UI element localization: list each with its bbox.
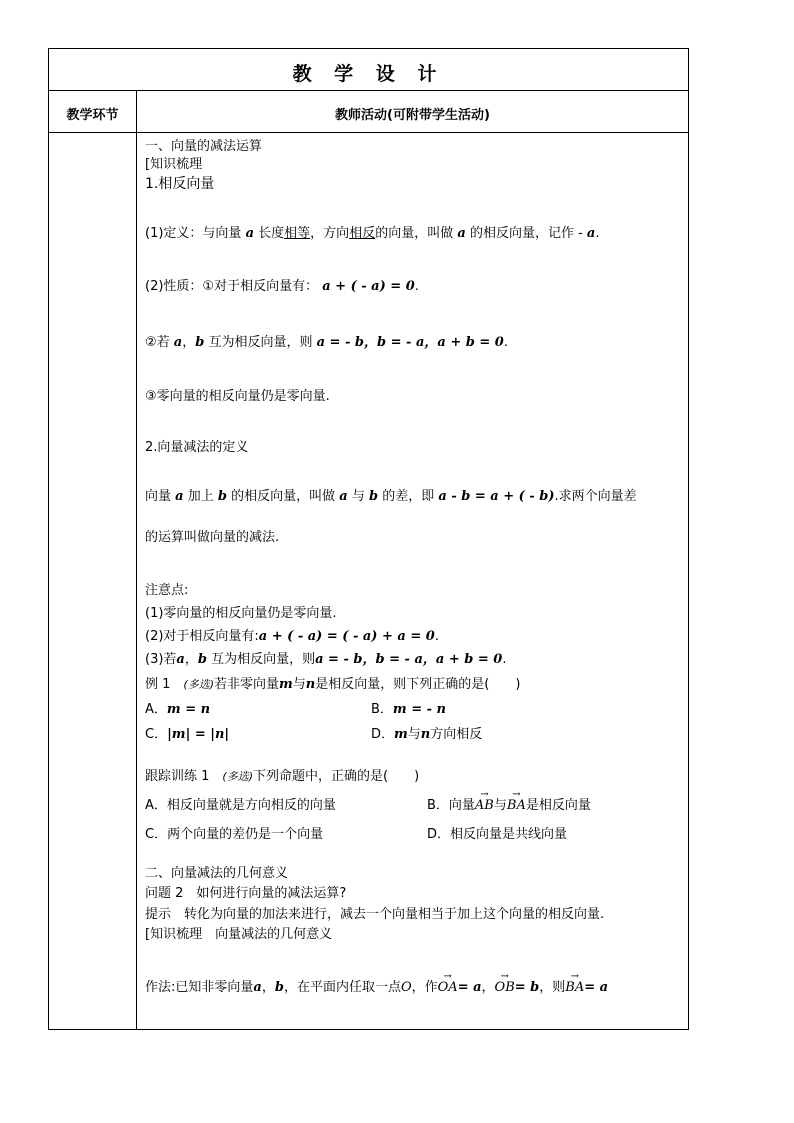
text: . [503, 335, 508, 350]
text: ，作 [411, 980, 438, 995]
example1-option-c [145, 723, 229, 742]
title-row [49, 49, 688, 91]
vec-b: b [195, 335, 205, 350]
text: (2)性质：①对于相反向量有： [145, 279, 319, 294]
vec-b: b [369, 489, 379, 504]
text: 加上 [187, 489, 214, 504]
example1-option-a [145, 698, 210, 717]
text: ， [481, 980, 495, 995]
text: 下列命题中，正确的是( ) [253, 769, 420, 784]
vector-oa: → OA [438, 980, 458, 995]
underlined-equal: 相等 [284, 226, 311, 241]
text: 是相反向量，则下列正确的是( ) [315, 677, 521, 692]
text: (3)若 [145, 652, 177, 667]
definition-line [145, 222, 599, 241]
section2-title: 二、向量减法的几何意义 [145, 866, 289, 881]
formula: a + ( - a) = ( - a) + a = 0 [258, 629, 435, 644]
text: D． [371, 727, 395, 742]
item1-title: 1.相反向量 [145, 176, 215, 192]
vec-a: a [253, 980, 262, 995]
text: 如何进行向量的减法运算? [196, 886, 347, 901]
vec-a: a [175, 489, 184, 504]
text: ，方向 [310, 226, 350, 241]
training1-option-a: A．相反向量就是方向相反的向量 [145, 798, 336, 813]
text: 若非零向量 [214, 677, 280, 692]
text: ②若 [145, 335, 170, 350]
note1: (1)零向量的相反向量仍是零向量. [145, 606, 337, 621]
subtraction-def-line2: 的运算叫做向量的减法. [145, 530, 280, 545]
formula: a = - b，b = - a，a + b = 0 [315, 652, 503, 667]
vec-m: m [279, 677, 293, 692]
vec-n: n [420, 727, 431, 742]
note2 [145, 625, 439, 644]
vec-a: a [339, 489, 348, 504]
property3-line: ③零向量的相反向量仍是零向量. [145, 389, 330, 404]
training1-option-c: C．两个向量的差仍是一个向量 [145, 827, 324, 842]
training1-option-b [427, 794, 591, 813]
text: ， [261, 980, 275, 995]
text: ，则 [539, 980, 566, 995]
vec-m: m [394, 727, 408, 742]
question2 [145, 882, 346, 901]
vec-b: b [197, 652, 207, 667]
construction-line [145, 976, 608, 995]
formula: m = - n [392, 702, 446, 717]
text: 互为相反向量，则 [206, 652, 316, 667]
vec-a: a [586, 226, 596, 241]
example1-option-d [371, 723, 482, 742]
col-header-stage: 教学环节 [66, 108, 119, 123]
text: 跟踪训练 1 [145, 769, 223, 784]
col-header-activity: 教师活动(可附带学生活动) [335, 108, 490, 123]
multi-select-tag: (多选) [183, 678, 214, 691]
text: 的向量，叫做 [375, 226, 454, 241]
knowledge-tag-2: [知识梳理 向量减法的几何意义 [145, 927, 333, 942]
text: 与 [292, 677, 306, 692]
underlined-opposite: 相反 [349, 226, 376, 241]
formula: = b [514, 980, 540, 995]
property2-line [145, 331, 508, 350]
vec-a: a [457, 226, 466, 241]
column-divider [136, 91, 137, 1029]
training1-stem [145, 765, 419, 784]
vec-b: b [274, 980, 284, 995]
training1-option-d: D．相反向量是共线向量 [427, 827, 568, 842]
vec-a: a [173, 335, 183, 350]
formula: = a [457, 980, 482, 995]
formula: a = - b，b = - a，a + b = 0 [316, 335, 504, 350]
text: ， [182, 335, 196, 350]
text: 向量 [145, 489, 172, 504]
vector-ab: → AB [475, 798, 494, 813]
item2-title: 2.向量减法的定义 [145, 440, 249, 455]
text: . [502, 652, 507, 667]
text: ，在平面内任取一点 [283, 980, 401, 995]
vector-ob: → OB [495, 980, 515, 995]
multi-select-tag: (多选) [222, 770, 253, 783]
vec-a: a [245, 226, 254, 241]
text: 长度 [258, 226, 285, 241]
example1-option-b [371, 698, 446, 717]
text: 互为相反向量，则 [204, 335, 317, 350]
text: (1)定义：与向量 [145, 226, 242, 241]
text: C． [145, 727, 168, 742]
section1-title: 一、向量的减法运算 [145, 139, 263, 154]
formula: a - b = a + ( - b) [438, 489, 555, 504]
knowledge-tag: [知识梳理 [145, 157, 203, 172]
vector-ba: → BA [565, 980, 584, 995]
property-line [145, 275, 419, 294]
text: 是相反向量 [525, 798, 591, 813]
formula: m = n [166, 702, 211, 717]
text: 的差，即 [382, 489, 435, 504]
formula: |m| = |n| [167, 727, 230, 742]
text: 问题 2 [145, 886, 197, 901]
table-title: 教 学 设 计 [292, 63, 445, 85]
vec-b: b [217, 489, 227, 504]
text: B．向量 [427, 798, 475, 813]
text: . [414, 279, 419, 294]
text: 例 1 [145, 677, 184, 692]
header-row [49, 91, 688, 133]
note3 [145, 648, 506, 667]
text: . [434, 629, 439, 644]
vector-ba: → BA [507, 798, 526, 813]
text: 方向相反 [430, 727, 483, 742]
vec-n: n [305, 677, 316, 692]
text: 与 [493, 798, 507, 813]
text: 与 [407, 727, 421, 742]
example1-stem [145, 673, 520, 692]
text: .求两个向量差 [554, 489, 637, 504]
text: B． [371, 702, 393, 717]
text: 与 [351, 489, 365, 504]
vec-a: a [176, 652, 185, 667]
subtraction-def-line [145, 485, 637, 504]
text: 的相反向量，叫做 [231, 489, 336, 504]
text: 作法:已知非零向量 [145, 980, 254, 995]
lesson-table [48, 48, 689, 1030]
text: ， [184, 652, 198, 667]
text: (2)对于相反向量有: [145, 629, 259, 644]
text: A． [145, 702, 167, 717]
point-o: O [400, 980, 412, 995]
note-title: 注意点: [145, 583, 189, 598]
text: . [595, 226, 600, 241]
text: 的相反向量，记作 - [469, 226, 583, 241]
formula: a + ( - a) = 0 [322, 279, 415, 294]
formula: = a [584, 980, 609, 995]
hint-line: 提示 转化为向量的加法来进行，减去一个向量相当于加上这个向量的相反向量. [145, 907, 605, 922]
